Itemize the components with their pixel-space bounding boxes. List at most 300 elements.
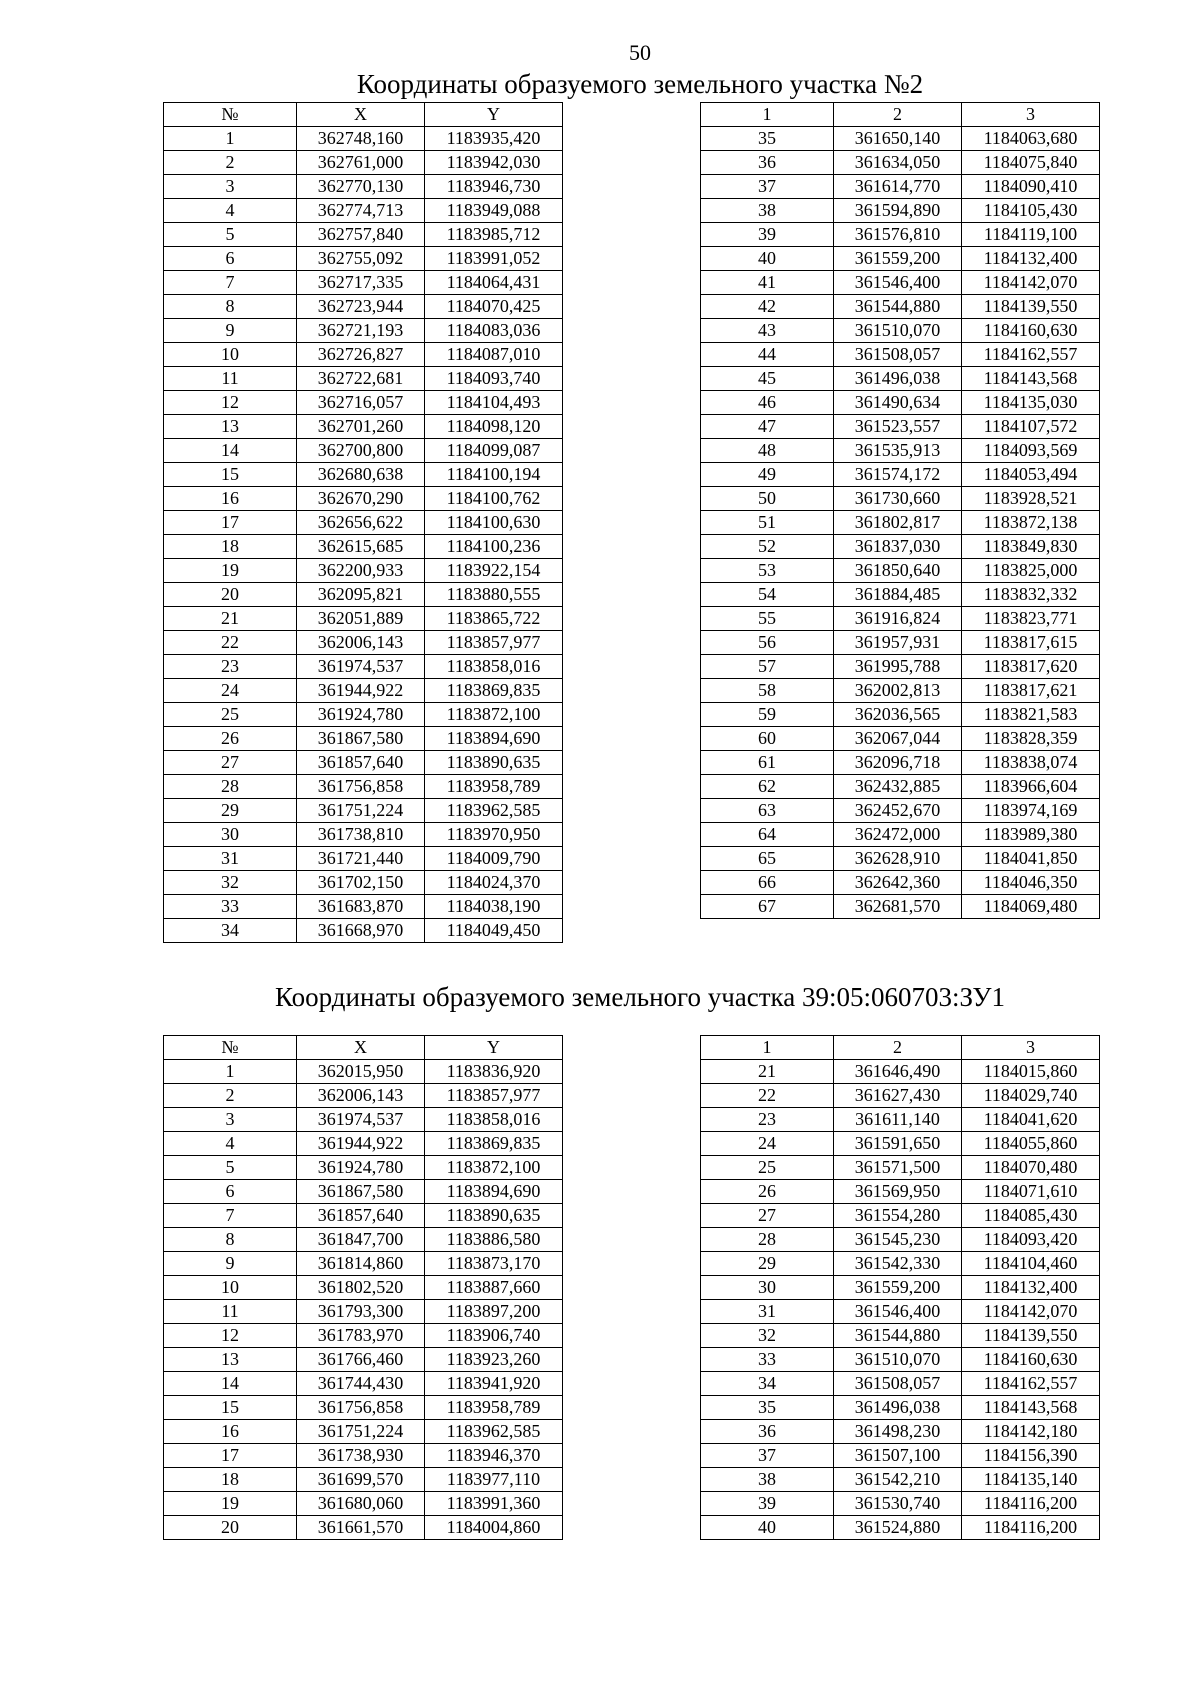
section-title-plot-2: Координаты образуемого земельного участка №2 [356, 69, 924, 99]
table-row [701, 463, 1100, 487]
x-coordinate-cell: 361802,520 [297, 1276, 425, 1300]
table-row [701, 1300, 1100, 1324]
x-coordinate-cell: 362015,950 [297, 1060, 425, 1084]
point-number-cell: 3 [164, 175, 297, 199]
y-coordinate-cell: 1183887,660 [425, 1276, 563, 1300]
table-row [701, 751, 1100, 775]
point-number-cell: 55 [701, 607, 834, 631]
x-coordinate-cell: 361756,858 [297, 775, 425, 799]
y-coordinate-cell: 1184087,010 [425, 343, 563, 367]
table-row [701, 223, 1100, 247]
x-coordinate-cell: 361545,230 [834, 1228, 962, 1252]
point-number-cell: 22 [701, 1084, 834, 1108]
table-row [164, 271, 563, 295]
point-number-cell: 6 [164, 247, 297, 271]
x-coordinate-cell: 361523,557 [834, 415, 962, 439]
y-coordinate-cell: 1184132,400 [962, 1276, 1100, 1300]
point-number-cell: 1 [164, 1060, 297, 1084]
point-number-cell: 31 [164, 847, 297, 871]
x-coordinate-cell: 362723,944 [297, 295, 425, 319]
point-number-cell: 11 [164, 367, 297, 391]
point-number-cell: 43 [701, 319, 834, 343]
x-coordinate-cell: 361744,430 [297, 1372, 425, 1396]
table-row [701, 1084, 1100, 1108]
table-row [164, 1516, 563, 1540]
x-coordinate-cell: 361702,150 [297, 871, 425, 895]
point-number-cell: 50 [701, 487, 834, 511]
y-coordinate-cell: 1183946,370 [425, 1444, 563, 1468]
y-coordinate-cell: 1184083,036 [425, 319, 563, 343]
point-number-cell: 14 [164, 439, 297, 463]
table-row [701, 415, 1100, 439]
column-header-x-coordinate: X [297, 1036, 425, 1060]
point-number-cell: 36 [701, 1420, 834, 1444]
x-coordinate-cell: 361738,810 [297, 823, 425, 847]
x-coordinate-cell: 361867,580 [297, 1180, 425, 1204]
coords-table-plot-zu1-right [700, 1035, 1100, 1540]
x-coordinate-cell: 362717,335 [297, 271, 425, 295]
y-coordinate-cell: 1184093,740 [425, 367, 563, 391]
table-row [164, 871, 563, 895]
column-header-y-coordinate: 3 [962, 1036, 1100, 1060]
point-number-cell: 17 [164, 511, 297, 535]
table-row [701, 295, 1100, 319]
point-number-cell: 16 [164, 1420, 297, 1444]
table-row [164, 1468, 563, 1492]
x-coordinate-cell: 362095,821 [297, 583, 425, 607]
point-number-cell: 15 [164, 1396, 297, 1420]
table-header-row [701, 1036, 1100, 1060]
table-row [701, 583, 1100, 607]
point-number-cell: 5 [164, 1156, 297, 1180]
table-row [701, 679, 1100, 703]
x-coordinate-cell: 362716,057 [297, 391, 425, 415]
point-number-cell: 19 [164, 559, 297, 583]
point-number-cell: 7 [164, 1204, 297, 1228]
point-number-cell: 37 [701, 1444, 834, 1468]
table-row [701, 1468, 1100, 1492]
point-number-cell: 13 [164, 415, 297, 439]
point-number-cell: 27 [701, 1204, 834, 1228]
table-row [164, 151, 563, 175]
point-number-cell: 39 [701, 223, 834, 247]
x-coordinate-cell: 362770,130 [297, 175, 425, 199]
table-row [701, 1396, 1100, 1420]
table-row [701, 871, 1100, 895]
table-row [701, 127, 1100, 151]
x-coordinate-cell: 361559,200 [834, 247, 962, 271]
y-coordinate-cell: 1184070,425 [425, 295, 563, 319]
x-coordinate-cell: 361802,817 [834, 511, 962, 535]
column-header-point-number: № [164, 1036, 297, 1060]
table-row [164, 1252, 563, 1276]
point-number-cell: 63 [701, 799, 834, 823]
y-coordinate-cell: 1183949,088 [425, 199, 563, 223]
table-row [701, 1276, 1100, 1300]
x-coordinate-cell: 361611,140 [834, 1108, 962, 1132]
table-row [164, 199, 563, 223]
x-coordinate-cell: 362721,193 [297, 319, 425, 343]
table-row [701, 1204, 1100, 1228]
table-row [701, 247, 1100, 271]
y-coordinate-cell: 1183872,100 [425, 1156, 563, 1180]
table-row [701, 1444, 1100, 1468]
x-coordinate-cell: 361751,224 [297, 799, 425, 823]
table-row [164, 1396, 563, 1420]
point-number-cell: 26 [701, 1180, 834, 1204]
point-number-cell: 56 [701, 631, 834, 655]
x-coordinate-cell: 361995,788 [834, 655, 962, 679]
table-row [164, 463, 563, 487]
y-coordinate-cell: 1183958,789 [425, 775, 563, 799]
point-number-cell: 11 [164, 1300, 297, 1324]
table-row [701, 607, 1100, 631]
column-header-x-coordinate: 2 [834, 103, 962, 127]
point-number-cell: 24 [164, 679, 297, 703]
y-coordinate-cell: 1183873,170 [425, 1252, 563, 1276]
y-coordinate-cell: 1183857,977 [425, 631, 563, 655]
point-number-cell: 24 [701, 1132, 834, 1156]
y-coordinate-cell: 1184135,030 [962, 391, 1100, 415]
table-row [164, 1084, 563, 1108]
x-coordinate-cell: 362642,360 [834, 871, 962, 895]
table-row [164, 679, 563, 703]
point-number-cell: 8 [164, 295, 297, 319]
y-coordinate-cell: 1184075,840 [962, 151, 1100, 175]
point-number-cell: 30 [701, 1276, 834, 1300]
point-number-cell: 40 [701, 1516, 834, 1540]
y-coordinate-cell: 1184069,480 [962, 895, 1100, 919]
point-number-cell: 38 [701, 199, 834, 223]
x-coordinate-cell: 361571,500 [834, 1156, 962, 1180]
point-number-cell: 61 [701, 751, 834, 775]
point-number-cell: 57 [701, 655, 834, 679]
x-coordinate-cell: 362472,000 [834, 823, 962, 847]
x-coordinate-cell: 362722,681 [297, 367, 425, 391]
table-row [164, 487, 563, 511]
table-row [164, 127, 563, 151]
y-coordinate-cell: 1184053,494 [962, 463, 1100, 487]
y-coordinate-cell: 1184162,557 [962, 343, 1100, 367]
table-row [701, 1492, 1100, 1516]
table-row [164, 511, 563, 535]
point-number-cell: 9 [164, 1252, 297, 1276]
table-row [164, 391, 563, 415]
point-number-cell: 28 [701, 1228, 834, 1252]
table-row [701, 727, 1100, 751]
point-number-cell: 36 [701, 151, 834, 175]
x-coordinate-cell: 362670,290 [297, 487, 425, 511]
x-coordinate-cell: 361542,210 [834, 1468, 962, 1492]
point-number-cell: 31 [701, 1300, 834, 1324]
x-coordinate-cell: 361683,870 [297, 895, 425, 919]
y-coordinate-cell: 1184100,194 [425, 463, 563, 487]
y-coordinate-cell: 1184071,610 [962, 1180, 1100, 1204]
table-row [701, 343, 1100, 367]
point-number-cell: 45 [701, 367, 834, 391]
point-number-cell: 5 [164, 223, 297, 247]
coords-table-plot-2-left [163, 102, 563, 943]
x-coordinate-cell: 362680,638 [297, 463, 425, 487]
table-row [701, 151, 1100, 175]
table-row [164, 367, 563, 391]
x-coordinate-cell: 362774,713 [297, 199, 425, 223]
y-coordinate-cell: 1183869,835 [425, 679, 563, 703]
table-row [164, 607, 563, 631]
y-coordinate-cell: 1184009,790 [425, 847, 563, 871]
y-coordinate-cell: 1184100,762 [425, 487, 563, 511]
y-coordinate-cell: 1183817,620 [962, 655, 1100, 679]
y-coordinate-cell: 1184090,410 [962, 175, 1100, 199]
y-coordinate-cell: 1183865,722 [425, 607, 563, 631]
y-coordinate-cell: 1183935,420 [425, 127, 563, 151]
point-number-cell: 21 [701, 1060, 834, 1084]
point-number-cell: 8 [164, 1228, 297, 1252]
y-coordinate-cell: 1183872,138 [962, 511, 1100, 535]
x-coordinate-cell: 361974,537 [297, 1108, 425, 1132]
x-coordinate-cell: 361576,810 [834, 223, 962, 247]
point-number-cell: 32 [164, 871, 297, 895]
y-coordinate-cell: 1184139,550 [962, 295, 1100, 319]
y-coordinate-cell: 1183991,360 [425, 1492, 563, 1516]
y-coordinate-cell: 1184029,740 [962, 1084, 1100, 1108]
table-row [701, 823, 1100, 847]
x-coordinate-cell: 361957,931 [834, 631, 962, 655]
x-coordinate-cell: 361496,038 [834, 1396, 962, 1420]
y-coordinate-cell: 1183838,074 [962, 751, 1100, 775]
point-number-cell: 12 [164, 1324, 297, 1348]
x-coordinate-cell: 361634,050 [834, 151, 962, 175]
x-coordinate-cell: 361614,770 [834, 175, 962, 199]
y-coordinate-cell: 1184160,630 [962, 1348, 1100, 1372]
y-coordinate-cell: 1184093,569 [962, 439, 1100, 463]
point-number-cell: 29 [164, 799, 297, 823]
y-coordinate-cell: 1184064,431 [425, 271, 563, 295]
x-coordinate-cell: 361661,570 [297, 1516, 425, 1540]
column-header-y-coordinate: 3 [962, 103, 1100, 127]
x-coordinate-cell: 361508,057 [834, 1372, 962, 1396]
point-number-cell: 30 [164, 823, 297, 847]
x-coordinate-cell: 362200,933 [297, 559, 425, 583]
column-header-y-coordinate: Y [425, 103, 563, 127]
point-number-cell: 23 [164, 655, 297, 679]
point-number-cell: 2 [164, 1084, 297, 1108]
y-coordinate-cell: 1183985,712 [425, 223, 563, 247]
x-coordinate-cell: 362628,910 [834, 847, 962, 871]
table-row [164, 295, 563, 319]
x-coordinate-cell: 361680,060 [297, 1492, 425, 1516]
x-coordinate-cell: 362036,565 [834, 703, 962, 727]
column-header-point-number: 1 [701, 1036, 834, 1060]
table-row [701, 367, 1100, 391]
y-coordinate-cell: 1184024,370 [425, 871, 563, 895]
table-row [164, 415, 563, 439]
point-number-cell: 9 [164, 319, 297, 343]
point-number-cell: 47 [701, 415, 834, 439]
y-coordinate-cell: 1184142,070 [962, 271, 1100, 295]
x-coordinate-cell: 362726,827 [297, 343, 425, 367]
x-coordinate-cell: 361857,640 [297, 1204, 425, 1228]
x-coordinate-cell: 361544,880 [834, 1324, 962, 1348]
table-row [701, 535, 1100, 559]
x-coordinate-cell: 361944,922 [297, 679, 425, 703]
point-number-cell: 35 [701, 127, 834, 151]
x-coordinate-cell: 361546,400 [834, 1300, 962, 1324]
column-header-x-coordinate: X [297, 103, 425, 127]
x-coordinate-cell: 361751,224 [297, 1420, 425, 1444]
point-number-cell: 49 [701, 463, 834, 487]
point-number-cell: 32 [701, 1324, 834, 1348]
y-coordinate-cell: 1183828,359 [962, 727, 1100, 751]
x-coordinate-cell: 361544,880 [834, 295, 962, 319]
y-coordinate-cell: 1184156,390 [962, 1444, 1100, 1468]
point-number-cell: 67 [701, 895, 834, 919]
x-coordinate-cell: 361546,400 [834, 271, 962, 295]
table-row [164, 1108, 563, 1132]
x-coordinate-cell: 361756,858 [297, 1396, 425, 1420]
point-number-cell: 59 [701, 703, 834, 727]
table-row [164, 343, 563, 367]
point-number-cell: 10 [164, 1276, 297, 1300]
point-number-cell: 16 [164, 487, 297, 511]
y-coordinate-cell: 1184038,190 [425, 895, 563, 919]
table-row [701, 1516, 1100, 1540]
x-coordinate-cell: 361924,780 [297, 703, 425, 727]
column-header-point-number: 1 [701, 103, 834, 127]
point-number-cell: 65 [701, 847, 834, 871]
table-row [164, 247, 563, 271]
table-row [164, 1348, 563, 1372]
y-coordinate-cell: 1183857,977 [425, 1084, 563, 1108]
x-coordinate-cell: 361507,100 [834, 1444, 962, 1468]
y-coordinate-cell: 1183836,920 [425, 1060, 563, 1084]
y-coordinate-cell: 1183989,380 [962, 823, 1100, 847]
point-number-cell: 52 [701, 535, 834, 559]
point-number-cell: 10 [164, 343, 297, 367]
table-row [164, 559, 563, 583]
table-row [164, 1180, 563, 1204]
x-coordinate-cell: 361793,300 [297, 1300, 425, 1324]
table-row [164, 439, 563, 463]
y-coordinate-cell: 1184142,180 [962, 1420, 1100, 1444]
point-number-cell: 15 [164, 463, 297, 487]
y-coordinate-cell: 1184104,460 [962, 1252, 1100, 1276]
y-coordinate-cell: 1184046,350 [962, 871, 1100, 895]
y-coordinate-cell: 1184004,860 [425, 1516, 563, 1540]
point-number-cell: 29 [701, 1252, 834, 1276]
x-coordinate-cell: 362006,143 [297, 1084, 425, 1108]
table-row [164, 1156, 563, 1180]
x-coordinate-cell: 361510,070 [834, 319, 962, 343]
table-row [701, 895, 1100, 919]
y-coordinate-cell: 1184015,860 [962, 1060, 1100, 1084]
y-coordinate-cell: 1184116,200 [962, 1492, 1100, 1516]
y-coordinate-cell: 1184116,200 [962, 1516, 1100, 1540]
point-number-cell: 53 [701, 559, 834, 583]
x-coordinate-cell: 361783,970 [297, 1324, 425, 1348]
table-row [164, 223, 563, 247]
y-coordinate-cell: 1183962,585 [425, 799, 563, 823]
x-coordinate-cell: 361508,057 [834, 343, 962, 367]
point-number-cell: 6 [164, 1180, 297, 1204]
table-row [701, 319, 1100, 343]
y-coordinate-cell: 1183880,555 [425, 583, 563, 607]
table-row [164, 1204, 563, 1228]
point-number-cell: 20 [164, 583, 297, 607]
table-row [701, 391, 1100, 415]
point-number-cell: 42 [701, 295, 834, 319]
y-coordinate-cell: 1184135,140 [962, 1468, 1100, 1492]
x-coordinate-cell: 362755,092 [297, 247, 425, 271]
x-coordinate-cell: 361924,780 [297, 1156, 425, 1180]
table-row [701, 559, 1100, 583]
y-coordinate-cell: 1184063,680 [962, 127, 1100, 151]
y-coordinate-cell: 1183858,016 [425, 1108, 563, 1132]
x-coordinate-cell: 361884,485 [834, 583, 962, 607]
x-coordinate-cell: 361591,650 [834, 1132, 962, 1156]
point-number-cell: 21 [164, 607, 297, 631]
y-coordinate-cell: 1183970,950 [425, 823, 563, 847]
y-coordinate-cell: 1183974,169 [962, 799, 1100, 823]
x-coordinate-cell: 362096,718 [834, 751, 962, 775]
x-coordinate-cell: 362006,143 [297, 631, 425, 655]
y-coordinate-cell: 1184119,100 [962, 223, 1100, 247]
x-coordinate-cell: 361850,640 [834, 559, 962, 583]
column-header-x-coordinate: 2 [834, 1036, 962, 1060]
x-coordinate-cell: 361699,570 [297, 1468, 425, 1492]
y-coordinate-cell: 1183922,154 [425, 559, 563, 583]
y-coordinate-cell: 1183923,260 [425, 1348, 563, 1372]
y-coordinate-cell: 1183890,635 [425, 751, 563, 775]
table-row [701, 703, 1100, 727]
y-coordinate-cell: 1184049,450 [425, 919, 563, 943]
y-coordinate-cell: 1183886,580 [425, 1228, 563, 1252]
y-coordinate-cell: 1183941,920 [425, 1372, 563, 1396]
x-coordinate-cell: 361574,172 [834, 463, 962, 487]
x-coordinate-cell: 361559,200 [834, 1276, 962, 1300]
y-coordinate-cell: 1184100,236 [425, 535, 563, 559]
table-row [701, 847, 1100, 871]
point-number-cell: 38 [701, 1468, 834, 1492]
x-coordinate-cell: 361627,430 [834, 1084, 962, 1108]
y-coordinate-cell: 1183962,585 [425, 1420, 563, 1444]
x-coordinate-cell: 362700,800 [297, 439, 425, 463]
y-coordinate-cell: 1183890,635 [425, 1204, 563, 1228]
x-coordinate-cell: 362051,889 [297, 607, 425, 631]
point-number-cell: 44 [701, 343, 834, 367]
point-number-cell: 35 [701, 1396, 834, 1420]
x-coordinate-cell: 362701,260 [297, 415, 425, 439]
y-coordinate-cell: 1183894,690 [425, 727, 563, 751]
table-header-row [701, 103, 1100, 127]
table-row [701, 655, 1100, 679]
table-row [164, 1060, 563, 1084]
y-coordinate-cell: 1184055,860 [962, 1132, 1100, 1156]
table-row [701, 1372, 1100, 1396]
point-number-cell: 1 [164, 127, 297, 151]
y-coordinate-cell: 1184107,572 [962, 415, 1100, 439]
point-number-cell: 20 [164, 1516, 297, 1540]
table-row [701, 487, 1100, 511]
table-row [164, 1300, 563, 1324]
table-row [701, 511, 1100, 535]
point-number-cell: 66 [701, 871, 834, 895]
point-number-cell: 26 [164, 727, 297, 751]
x-coordinate-cell: 361490,634 [834, 391, 962, 415]
table-row [701, 271, 1100, 295]
x-coordinate-cell: 361837,030 [834, 535, 962, 559]
point-number-cell: 33 [164, 895, 297, 919]
